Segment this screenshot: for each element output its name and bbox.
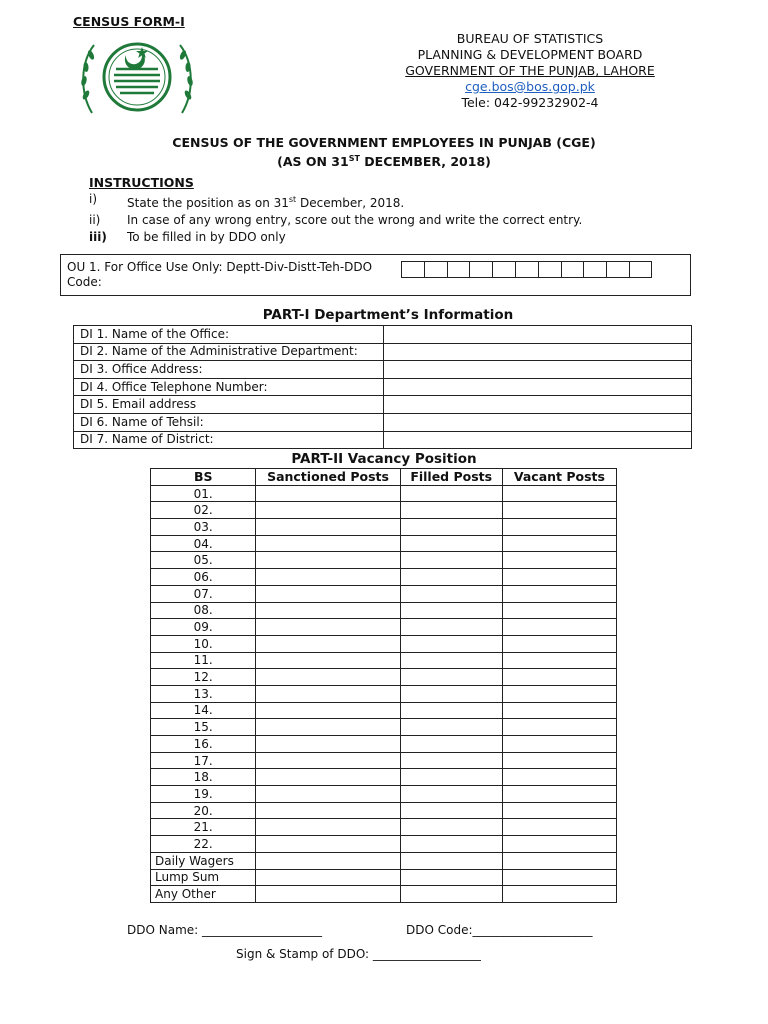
vacancy-cell[interactable] [502, 535, 616, 552]
vacancy-cell[interactable] [400, 502, 502, 519]
bs-label: 01. [151, 485, 256, 502]
department-info-row [74, 413, 692, 431]
vacancy-row [151, 502, 617, 519]
vacancy-cell[interactable] [502, 635, 616, 652]
bureau-name: BUREAU OF STATISTICS [456, 31, 604, 46]
field-label: DI 3. Office Address: [74, 361, 384, 379]
bs-label: Daily Wagers [151, 852, 256, 869]
vacancy-cell[interactable] [256, 485, 400, 502]
bs-label: 14. [151, 702, 256, 719]
vacancy-header-row [151, 469, 617, 486]
column-header: Vacant Posts [502, 469, 616, 486]
bs-label: 11. [151, 652, 256, 669]
vacancy-cell[interactable] [256, 535, 400, 552]
vacancy-cell[interactable] [256, 719, 400, 736]
government-name: GOVERNMENT OF THE PUNJAB, LAHORE [405, 63, 655, 78]
vacancy-row [151, 585, 617, 602]
vacancy-cell[interactable] [256, 669, 400, 686]
ddo-code-field[interactable]: DDO Code:____________________ [406, 923, 593, 937]
vacancy-cell[interactable] [502, 685, 616, 702]
vacancy-cell[interactable] [400, 886, 502, 903]
column-header: Filled Posts [400, 469, 502, 486]
office-use-box [60, 254, 691, 296]
vacancy-row [151, 769, 617, 786]
census-title-line1: CENSUS OF THE GOVERNMENT EMPLOYEES IN PUNJAB (CGE) [172, 135, 596, 150]
vacancy-cell[interactable] [502, 752, 616, 769]
vacancy-row [151, 719, 617, 736]
bs-label: 06. [151, 569, 256, 586]
bs-label: 18. [151, 769, 256, 786]
instruction-item: i) State the position as on 31st December, 2018. [89, 192, 405, 210]
field-label: DI 7. Name of District: [74, 431, 384, 449]
bs-label: 10. [151, 635, 256, 652]
bs-label: 17. [151, 752, 256, 769]
bs-label: 22. [151, 836, 256, 853]
instructions-list [89, 191, 582, 246]
vacancy-row [151, 535, 617, 552]
vacancy-cell[interactable] [256, 552, 400, 569]
vacancy-cell[interactable] [502, 719, 616, 736]
vacancy-row [151, 869, 617, 886]
vacancy-cell[interactable] [502, 702, 616, 719]
vacancy-cell[interactable] [256, 869, 400, 886]
instruction-item: ii) In case of any wrong entry, score out the wrong and write the correct entry. [89, 213, 583, 227]
department-info-row [74, 343, 692, 361]
vacancy-cell[interactable] [400, 535, 502, 552]
vacancy-cell[interactable] [502, 585, 616, 602]
vacancy-row [151, 819, 617, 836]
vacancy-cell[interactable] [400, 519, 502, 536]
vacancy-cell[interactable] [256, 569, 400, 586]
vacancy-cell[interactable] [502, 669, 616, 686]
vacancy-cell[interactable] [400, 852, 502, 869]
vacancy-cell[interactable] [502, 852, 616, 869]
vacancy-cell[interactable] [400, 702, 502, 719]
vacancy-cell[interactable] [502, 569, 616, 586]
field-label: DI 5. Email address [74, 396, 384, 414]
vacancy-row [151, 669, 617, 686]
bs-label: Any Other [151, 886, 256, 903]
census-title-line2: (AS ON 31ST DECEMBER, 2018) [277, 154, 491, 170]
vacancy-cell[interactable] [502, 602, 616, 619]
field-value[interactable] [384, 413, 692, 431]
bs-label: 09. [151, 619, 256, 636]
vacancy-row [151, 519, 617, 536]
field-label: DI 2. Name of the Administrative Department: [74, 343, 384, 361]
vacancy-cell[interactable] [400, 836, 502, 853]
field-label: DI 4. Office Telephone Number: [74, 378, 384, 396]
bs-label: 21. [151, 819, 256, 836]
bs-label: 02. [151, 502, 256, 519]
vacancy-cell[interactable] [400, 552, 502, 569]
telephone: Tele: 042-99232902-4 [461, 95, 599, 110]
vacancy-row [151, 786, 617, 803]
vacancy-cell[interactable] [400, 685, 502, 702]
vacancy-cell[interactable] [502, 652, 616, 669]
vacancy-cell[interactable] [400, 802, 502, 819]
bs-label: Lump Sum [151, 869, 256, 886]
vacancy-cell[interactable] [400, 736, 502, 753]
vacancy-cell[interactable] [256, 702, 400, 719]
bureau-header [355, 31, 705, 111]
sign-stamp-field[interactable]: Sign & Stamp of DDO: __________________ [236, 947, 481, 961]
vacancy-row [151, 836, 617, 853]
vacancy-cell[interactable] [502, 485, 616, 502]
field-value[interactable] [384, 396, 692, 414]
vacancy-cell[interactable] [256, 769, 400, 786]
vacancy-cell[interactable] [256, 852, 400, 869]
vacancy-cell[interactable] [502, 869, 616, 886]
vacancy-cell[interactable] [256, 786, 400, 803]
vacancy-cell[interactable] [256, 502, 400, 519]
field-value[interactable] [384, 378, 692, 396]
bs-label: 03. [151, 519, 256, 536]
vacancy-cell[interactable] [502, 786, 616, 803]
vacancy-row [151, 886, 617, 903]
vacancy-cell[interactable] [256, 736, 400, 753]
vacancy-row [151, 652, 617, 669]
bs-label: 12. [151, 669, 256, 686]
field-value[interactable] [384, 431, 692, 449]
vacancy-row [151, 852, 617, 869]
vacancy-cell[interactable] [400, 869, 502, 886]
vacancy-cell[interactable] [256, 819, 400, 836]
vacancy-row [151, 602, 617, 619]
vacancy-cell[interactable] [400, 819, 502, 836]
bs-label: 08. [151, 602, 256, 619]
field-value[interactable] [384, 361, 692, 379]
vacancy-cell[interactable] [256, 836, 400, 853]
column-header: Sanctioned Posts [256, 469, 400, 486]
vacancy-row [151, 569, 617, 586]
vacancy-table [150, 468, 617, 903]
bs-label: 04. [151, 535, 256, 552]
board-name: PLANNING & DEVELOPMENT BOARD [417, 47, 643, 62]
vacancy-cell[interactable] [502, 519, 616, 536]
vacancy-cell[interactable] [502, 736, 616, 753]
vacancy-cell[interactable] [256, 635, 400, 652]
instructions-heading: INSTRUCTIONS [89, 175, 194, 190]
vacancy-cell[interactable] [502, 819, 616, 836]
vacancy-cell[interactable] [400, 669, 502, 686]
vacancy-row [151, 552, 617, 569]
office-use-label: OU 1. For Office Use Only: Deptt-Div-Distt-Teh-DDO Code: [67, 260, 373, 289]
department-info-row [74, 431, 692, 449]
bs-label: 05. [151, 552, 256, 569]
form-title: CENSUS FORM-I [73, 14, 185, 29]
vacancy-row [151, 702, 617, 719]
ddo-name-field[interactable]: DDO Name: ____________________ [127, 923, 322, 937]
vacancy-cell[interactable] [400, 485, 502, 502]
department-info-row [74, 378, 692, 396]
vacancy-cell[interactable] [256, 685, 400, 702]
bs-label: 20. [151, 802, 256, 819]
vacancy-cell[interactable] [256, 886, 400, 903]
vacancy-cell[interactable] [256, 802, 400, 819]
vacancy-cell[interactable] [400, 719, 502, 736]
bs-label: 16. [151, 736, 256, 753]
ddo-code-cells[interactable] [401, 261, 652, 278]
vacancy-cell[interactable] [400, 619, 502, 636]
vacancy-cell[interactable] [256, 752, 400, 769]
part2-heading: PART-II Vacancy Position [291, 451, 477, 467]
bs-label: 15. [151, 719, 256, 736]
vacancy-cell[interactable] [400, 786, 502, 803]
bs-label: 13. [151, 685, 256, 702]
bs-label: 19. [151, 786, 256, 803]
vacancy-cell[interactable] [400, 769, 502, 786]
vacancy-cell[interactable] [502, 619, 616, 636]
vacancy-cell[interactable] [400, 585, 502, 602]
vacancy-row [151, 736, 617, 753]
instruction-item: iii) To be filled in by DDO only [89, 230, 286, 244]
vacancy-cell[interactable] [256, 602, 400, 619]
vacancy-cell[interactable] [502, 502, 616, 519]
vacancy-cell[interactable] [400, 652, 502, 669]
vacancy-cell[interactable] [256, 652, 400, 669]
vacancy-cell[interactable] [400, 752, 502, 769]
field-value[interactable] [384, 343, 692, 361]
department-info-table [73, 325, 692, 449]
field-value[interactable] [384, 326, 692, 344]
punjab-emblem-icon [72, 33, 202, 123]
vacancy-row [151, 685, 617, 702]
vacancy-row [151, 752, 617, 769]
vacancy-cell[interactable] [502, 886, 616, 903]
vacancy-cell[interactable] [256, 585, 400, 602]
part1-heading: PART-I Department’s Information [262, 307, 514, 323]
vacancy-cell[interactable] [502, 552, 616, 569]
vacancy-row [151, 619, 617, 636]
bs-label: 07. [151, 585, 256, 602]
vacancy-cell[interactable] [400, 569, 502, 586]
vacancy-cell[interactable] [502, 802, 616, 819]
field-label: DI 6. Name of Tehsil: [74, 413, 384, 431]
vacancy-row [151, 635, 617, 652]
field-label: DI 1. Name of the Office: [74, 326, 384, 344]
vacancy-cell[interactable] [502, 836, 616, 853]
department-info-row [74, 361, 692, 379]
vacancy-row [151, 802, 617, 819]
email-link[interactable]: cge.bos@bos.gop.pk [465, 79, 595, 94]
department-info-row [74, 326, 692, 344]
vacancy-cell[interactable] [400, 602, 502, 619]
vacancy-cell[interactable] [400, 635, 502, 652]
census-title [0, 135, 768, 170]
vacancy-cell[interactable] [256, 619, 400, 636]
vacancy-row [151, 485, 617, 502]
vacancy-cell[interactable] [502, 769, 616, 786]
department-info-row [74, 396, 692, 414]
column-header: BS [151, 469, 256, 486]
vacancy-cell[interactable] [256, 519, 400, 536]
